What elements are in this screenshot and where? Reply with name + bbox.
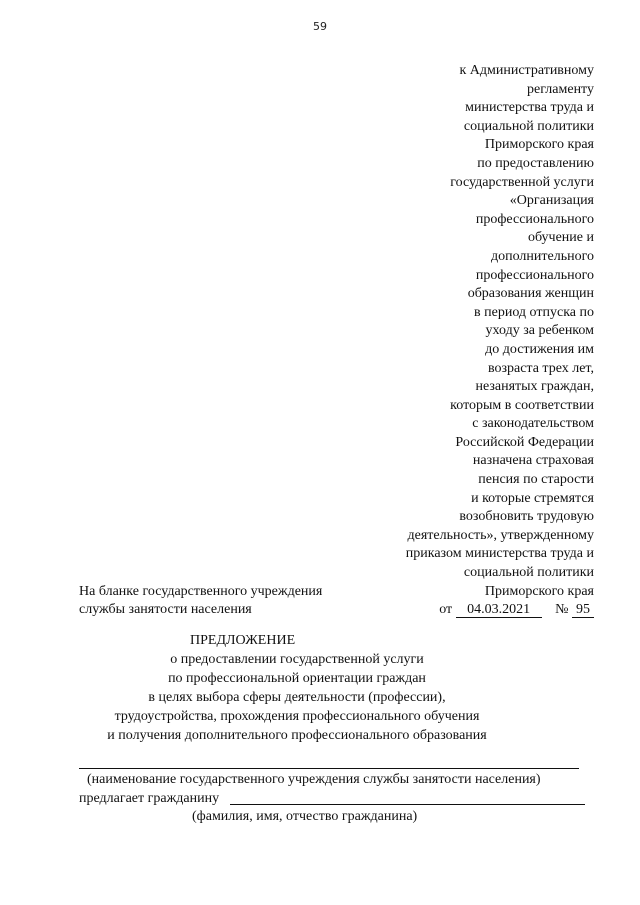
addressee-line: возобновить трудовую (459, 509, 594, 525)
addressee-line: с законодательством (472, 416, 594, 432)
order-number: 95 (572, 603, 594, 618)
order-date-line (294, 601, 594, 620)
proposal-subtitle-line: и получения дополнительного профессионального образования (107, 728, 487, 743)
addressee-line: «Организация (509, 193, 594, 209)
addressee-line: государственной услуги (450, 174, 594, 190)
letterhead-note-line: На бланке государственного учреждения (79, 584, 323, 599)
addressee-line: в период отпуска по (474, 304, 594, 320)
addressee-line: образования женщин (467, 286, 594, 302)
addressee-line: министерства труда и (465, 100, 594, 116)
proposal-subtitle-line: в целях выбора сферы деятельности (профессии), (148, 690, 446, 705)
addressee-line: приказом министерства труда и (405, 546, 594, 562)
addressee-line: Приморского края (484, 583, 594, 599)
addressee-line: обучение и (527, 230, 594, 246)
proposal-subtitle-line: о предоставлении государственной услуги (170, 652, 424, 667)
citizen-name-field[interactable] (230, 804, 585, 805)
addressee-line: дополнительного (491, 248, 594, 264)
addressee-line: которым в соответствии (450, 397, 594, 413)
addressee-line: незанятых граждан, (475, 379, 594, 395)
addressee-line: до достижения им (485, 341, 594, 357)
addressee-line: и которые стремятся (471, 490, 594, 506)
addressee-line: Приморского края (484, 137, 594, 153)
page-number: 59 (313, 20, 327, 33)
addressee-line: Российской Федерации (455, 434, 594, 450)
proposal-heading: ПРЕДЛОЖЕНИЕ (190, 633, 296, 648)
addressee-line: профессионального (475, 267, 594, 283)
number-sign: № (555, 602, 569, 618)
addressee-line: к Административному (459, 63, 594, 78)
addressee-line: социальной политики (463, 565, 594, 581)
addressee-line: уходу за ребенком (485, 323, 594, 339)
addressee-line: регламенту (527, 81, 594, 97)
proposal-subtitle-line: по профессиональной ориентации граждан (168, 671, 426, 686)
addressee-block (294, 62, 594, 620)
letterhead-note (79, 583, 322, 619)
citizen-caption: (фамилия, имя, отчество гражданина) (192, 809, 418, 824)
institution-caption: (наименование государственного учреждения службы занятости населения) (87, 772, 541, 787)
proposal-subtitle-line: трудоустройства, прохождения профессионального обучения (114, 709, 480, 724)
addressee-line: социальной политики (463, 118, 594, 134)
institution-name-field[interactable] (79, 768, 579, 769)
addressee-line: профессионального (475, 211, 594, 227)
addressee-line: пенсия по старости (478, 472, 594, 488)
addressee-line: возраста трех лет, (487, 360, 594, 376)
date-prefix: от (439, 602, 453, 618)
letterhead-note-line: службы занятости населения (79, 602, 252, 617)
addressee-line: по предоставлению (477, 155, 594, 171)
offers-label: предлагает гражданину (79, 791, 220, 806)
addressee-line: назначена страховая (472, 453, 594, 469)
order-date: 04.03.2021 (456, 603, 542, 618)
addressee-line: деятельность», утвержденному (407, 527, 594, 543)
